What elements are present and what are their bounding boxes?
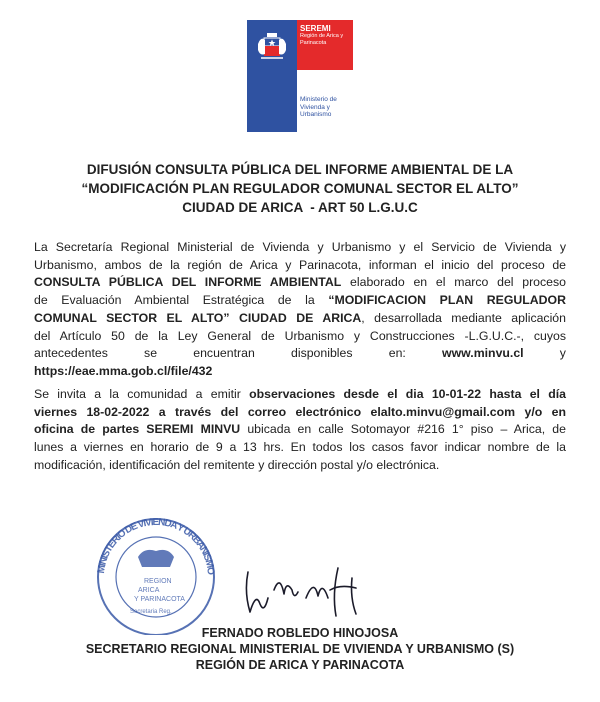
official-stamp [86,505,226,635]
paragraph-announcement [34,239,566,381]
bold-text: CONSULTA PÚBLICA DEL INFORME AMBIENTAL [34,275,342,290]
text: antecedentes [34,346,108,361]
paragraph-line: Urbanismo, ambos de la región de Arica y Parinacota, informan el inicio del proceso de [34,257,566,272]
paragraph-line [34,345,566,363]
paragraph-line [34,386,566,404]
paragraph-line [34,274,566,292]
coat-of-arms-icon [255,30,289,64]
text: de Evaluación Ambiental Estratégica de la [34,293,329,308]
svg-text:REGION: REGION [144,578,172,585]
title-line-1: DIFUSIÓN CONSULTA PÚBLICA DEL INFORME AMBIENTAL DE LA [86,162,514,177]
paragraph-invitation [34,386,566,475]
handwritten-signature [230,560,390,620]
text: disponibles [291,346,353,361]
text: y [559,346,566,361]
logo-brand: SEREMI [300,24,331,33]
paragraph-line: lunes a viernes en horario de 9 a 13 hrs. En todos los casos favor indicar nombre de la [34,440,566,455]
document-title [40,160,560,217]
paragraph-line [34,292,566,310]
logo-region: Región de Arica y Parinacota [300,33,344,46]
bold-text: oficina de partes SEREMI MINVU [34,422,241,437]
logo-red-panel [297,20,353,70]
signatory-region: REGIÓN DE ARICA Y PARINACOTA [195,658,405,672]
paragraph-line: La Secretaría Regional Ministerial de Vivienda y Urbanismo y el Servicio de Vivienda y [34,240,566,254]
logo-blue-panel [247,20,297,132]
bold-text: observaciones desde el dia 10-01-22 hasta el día [249,387,566,401]
minvu-link[interactable]: www.minvu.cl [442,346,524,361]
text: encuentran [193,346,255,361]
text: se [144,346,158,361]
svg-text:ARICA: ARICA [138,587,160,594]
bold-text: COMUNAL SECTOR EL ALTO” CIUDAD DE ARICA [34,310,362,325]
paragraph-line: del Artículo 50 de la Ley General de Urbanismo y Construcciones -L.G.U.C.-, cuyos [34,328,566,343]
paragraph-line [34,310,566,328]
logo-ministry: Ministerio de Vivienda y Urbanismo [300,96,337,118]
svg-text:Secretaria Reg.: Secretaria Reg. [130,609,172,615]
signatory-role: SECRETARIO REGIONAL MINISTERIAL DE VIVIENDA Y URBANISMO (S) [85,642,515,656]
paragraph-line [34,404,566,422]
title-line-3: CIUDAD DE ARICA - ART 50 L.G.U.C [182,200,418,215]
paragraph-line [34,363,566,381]
bold-text: viernes 18-02-2022 a través del correo electrónico elalto.minvu@gmail.com y/o en [34,404,566,419]
title-line-2: “MODIFICACIÓN PLAN REGULADOR COMUNAL SECTOR EL ALTO” [81,181,519,196]
text: ubicada en calle Sotomayor #216 1° piso – Arica, de [240,422,566,437]
text: , desarrollada mediante aplicación [361,310,566,325]
signatory-name: FERNADO ROBLEDO HINOJOSA [201,626,399,640]
svg-text:MINISTERIO DE VIVIENDA Y URBAN: MINISTERIO DE VIVIENDA Y URBANISMO [96,516,217,576]
paragraph-line: modificación, identificación del remitente y dirección postal y/o electrónica. [34,457,440,472]
paragraph-line [34,421,566,439]
text: Se invita a la comunidad a emitir [34,387,250,401]
svg-text:Y PARINACOTA: Y PARINACOTA [134,596,185,603]
text: elaborado en el marco del proceso [341,275,566,290]
bold-text: “MODIFICACION PLAN REGULADOR [328,293,566,308]
signatory-block [40,625,560,673]
seremi-logo [247,20,353,132]
text: en: [388,346,406,361]
eae-link[interactable]: https://eae.mma.gob.cl/file/432 [34,363,213,378]
